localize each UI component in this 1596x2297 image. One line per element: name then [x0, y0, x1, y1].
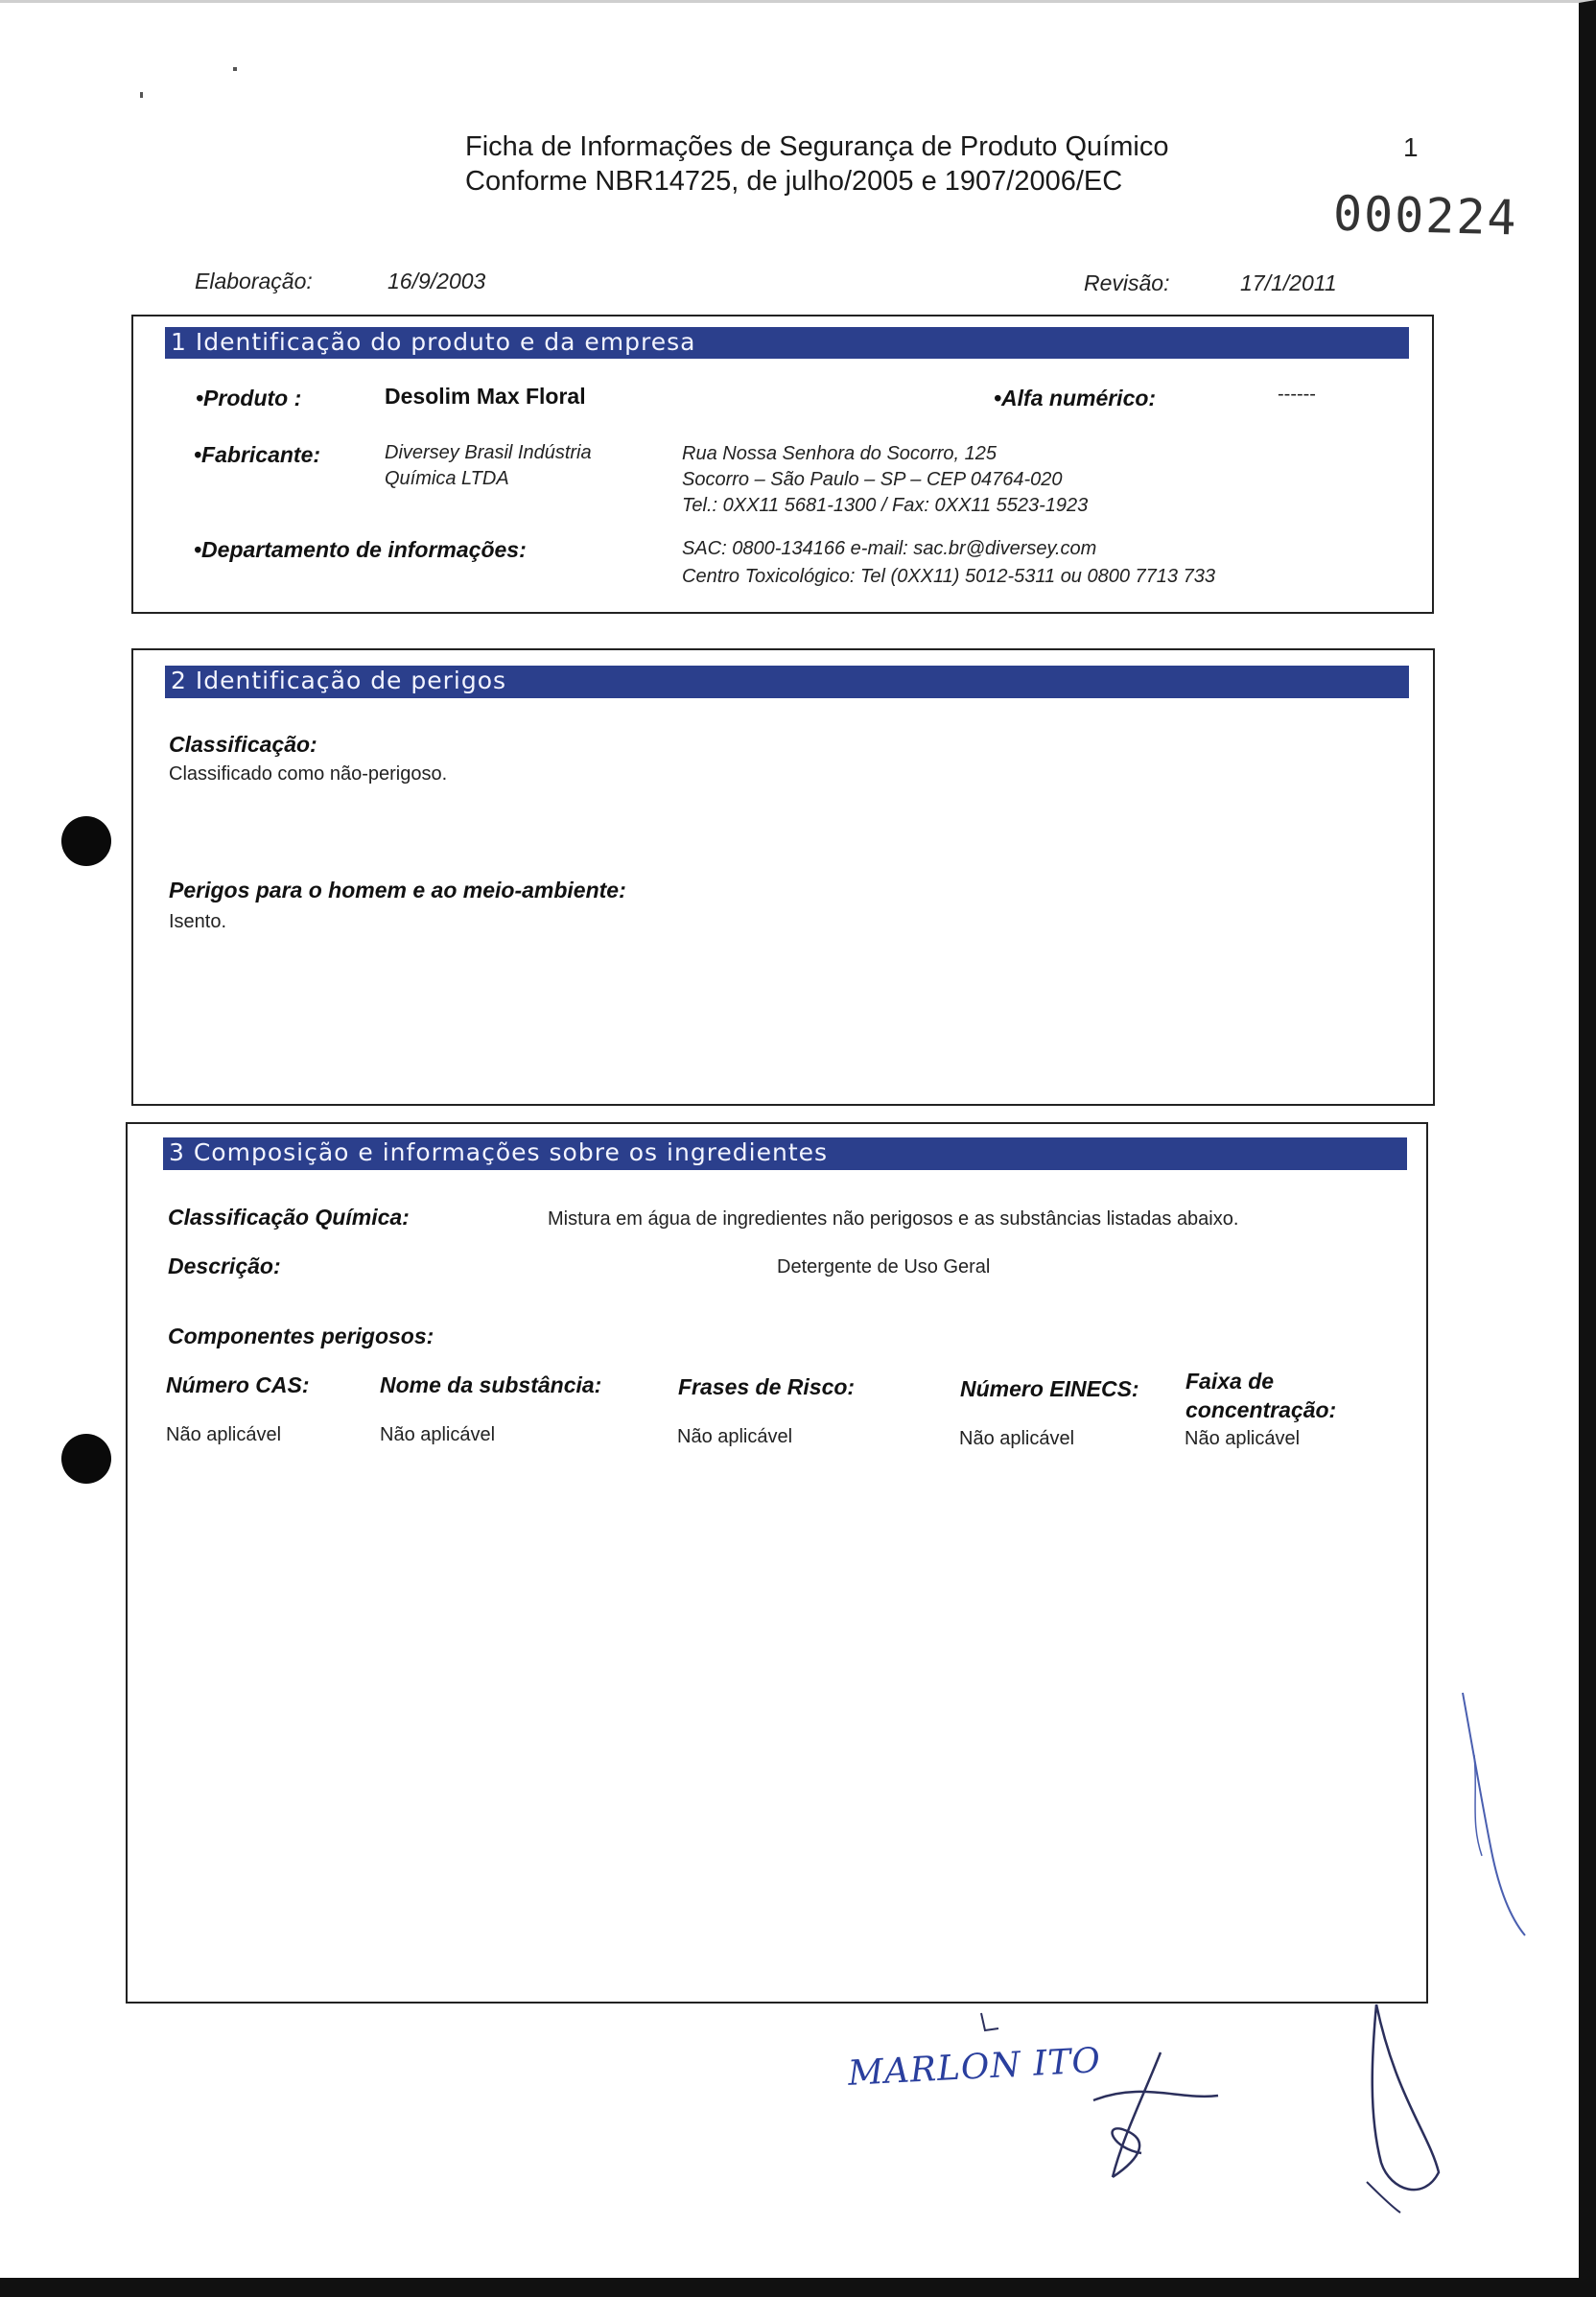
address-line1: Rua Nossa Senhora do Socorro, 125: [682, 443, 997, 464]
col-numero-einecs: Número EINECS:: [960, 1376, 1139, 1401]
produto-label: •Produto :: [196, 386, 302, 410]
signature-right-bottom: [1348, 2000, 1453, 2220]
revisao-label: Revisão:: [1084, 270, 1170, 295]
cell-numero-einecs: Não aplicável: [959, 1428, 1075, 1449]
document-subtitle: Conforme NBR14725, de julho/2005 e 1907/2006/EC: [465, 166, 1123, 197]
perigos-value: Isento.: [169, 911, 227, 932]
address-line2: Socorro – São Paulo – SP – CEP 04764-020: [682, 469, 1063, 490]
descricao-value: Detergente de Uso Geral: [777, 1256, 991, 1277]
revisao-date: 17/1/2011: [1240, 270, 1337, 295]
cell-nome-substancia: Não aplicável: [380, 1424, 496, 1445]
elaboracao-date: 16/9/2003: [387, 269, 486, 293]
toxicologico-contact: Centro Toxicológico: Tel (0XX11) 5012-5311 ou 0800 7713 733: [682, 566, 1215, 587]
section-2-header: 2 Identificação de perigos: [165, 666, 1409, 698]
section-3-header: 3 Composição e informações sobre os ingredientes: [163, 1137, 1407, 1170]
col-faixa-concentracao: Faixa de concentração:: [1185, 1369, 1337, 1422]
cell-numero-cas: Não aplicável: [166, 1424, 282, 1445]
fabricante-label: •Fabricante:: [194, 442, 321, 467]
document-stamp: 000224: [1332, 185, 1519, 246]
sac-contact: SAC: 0800-134166 e-mail: sac.br@diversey.com: [682, 538, 1097, 559]
departamento-label: •Departamento de informações:: [194, 537, 527, 562]
descricao-label: Descrição:: [168, 1254, 281, 1278]
binder-hole-bottom: [61, 1434, 111, 1484]
classificacao-quimica-value: Mistura em água de ingredientes não perigosos e as substâncias listadas abaixo.: [548, 1208, 1239, 1230]
signature-initials: [1084, 2043, 1228, 2187]
document-title: Ficha de Informações de Segurança de Produto Químico: [465, 131, 1169, 162]
classificacao-value: Classificado como não-perigoso.: [169, 763, 448, 785]
scan-speck: [140, 92, 143, 98]
cell-frases-risco: Não aplicável: [677, 1426, 793, 1447]
page-number: 1: [1403, 132, 1419, 162]
address-line3: Tel.: 0XX11 5681-1300 / Fax: 0XX11 5523-1923: [682, 495, 1089, 516]
alfa-numerico-value: ------: [1278, 384, 1316, 405]
componentes-label: Componentes perigosos:: [168, 1324, 434, 1348]
fabricante-name-line1: Diversey Brasil Indústria: [385, 442, 592, 463]
section-composicao: [126, 1122, 1428, 2004]
col-frases-risco: Frases de Risco:: [678, 1374, 856, 1399]
elaboracao-label: Elaboração:: [195, 269, 313, 293]
alfa-numerico-label: •Alfa numérico:: [994, 386, 1157, 410]
cell-faixa-concentracao: Não aplicável: [1185, 1428, 1301, 1449]
classificacao-quimica-label: Classificação Química:: [168, 1205, 410, 1230]
binder-hole-top: [61, 816, 111, 866]
col-nome-substancia: Nome da substância:: [380, 1372, 602, 1397]
col-numero-cas: Número CAS:: [166, 1372, 310, 1397]
fabricante-name-line2: Química LTDA: [385, 468, 509, 489]
section-1-header: 1 Identificação do produto e da empresa: [165, 327, 1409, 359]
pen-tick-mark: [974, 2009, 1002, 2038]
handwritten-name: MARLON ITO: [847, 2041, 1102, 2094]
perigos-label: Perigos para o homem e ao meio-ambiente:: [169, 878, 626, 902]
classificacao-label: Classificação:: [169, 732, 317, 757]
scan-speck: [233, 67, 237, 71]
produto-value: Desolim Max Floral: [385, 384, 586, 409]
signature-right-margin: [1453, 1688, 1530, 1957]
